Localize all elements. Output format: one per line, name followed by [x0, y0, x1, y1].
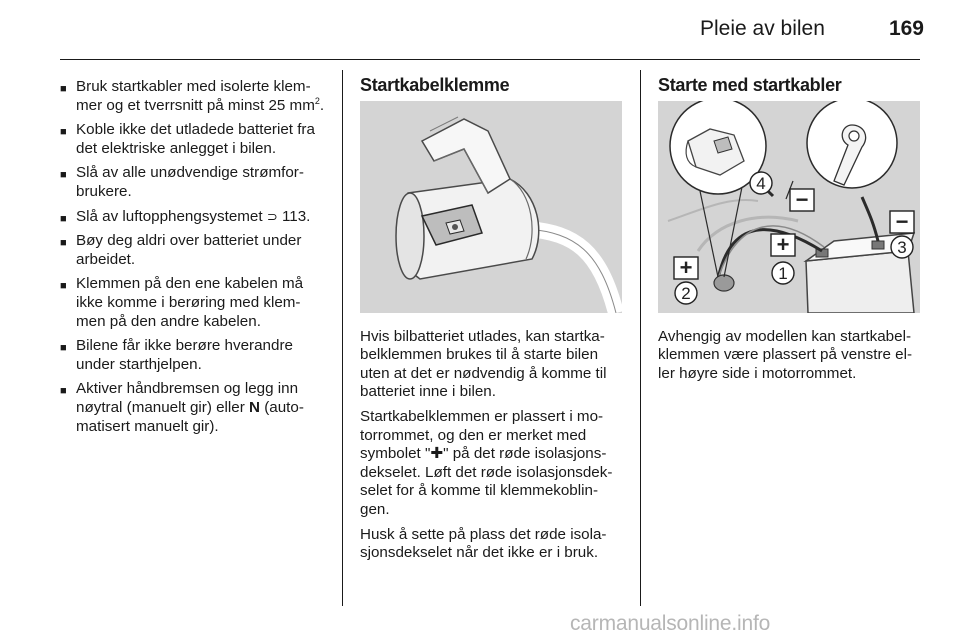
paragraph-clamp-location: Startkabelklemmen er plassert i mo- torrommet, og den er merket med symbolet "✚" på det røde isolasjons- dekselet. Løft det røde isolasjonsdek- selet for å komme til klemmekoblin- gen.: [360, 407, 613, 518]
section-heading-clamp: Startkabelklemme: [360, 75, 510, 95]
clamp-illustration: [360, 101, 622, 313]
bullet-square: ■: [60, 385, 67, 398]
svg-text:1: 1: [778, 263, 788, 283]
page-ref-link[interactable]: 113.: [277, 207, 311, 225]
minus-box-4: [790, 187, 814, 212]
bullet-square: ■: [60, 280, 67, 293]
bullet-square: ■: [60, 83, 67, 95]
bullet-square: ■: [60, 212, 67, 225]
watermark: carmanualsonline.info: [570, 612, 771, 635]
svg-text:+: +: [679, 254, 693, 280]
svg-text:−: −: [795, 186, 809, 212]
callout-1: [772, 262, 794, 284]
jump-start-drawing: [658, 101, 920, 313]
paragraph-clamp-purpose: Hvis bilbatteriet utlades, kan startka- belklemmen brukes til å starte bilen uten at det er nødvendig å komme til batteriet inne i bilen.: [360, 327, 607, 401]
minus-box-3: [890, 209, 914, 234]
list-item: ■ Slå av alle unødvendige strømfor- brukere.: [60, 164, 304, 200]
list-item: ■ Klemmen på den ene kabelen må ikke komme i berøring med klem- men på den andre kabelen.: [60, 275, 304, 330]
bullet-square: ■: [60, 342, 67, 355]
page-number: 169: [888, 17, 924, 40]
header-rule: [60, 59, 920, 60]
column-left: [60, 76, 332, 442]
svg-text:2: 2: [681, 283, 691, 303]
column-middle: [360, 76, 622, 569]
svg-text:4: 4: [756, 173, 766, 193]
svg-text:−: −: [895, 208, 909, 234]
column-right: [658, 76, 922, 389]
callout-2: [675, 282, 697, 304]
page-ref-arrow-icon[interactable]: ⊃: [266, 208, 278, 224]
plus-symbol-icon: ✚: [430, 445, 444, 463]
page-header-title: Pleie av bilen: [700, 17, 825, 40]
paragraph-clamp-side: Avhengig av modellen kan startkabel- klemmen være plassert på venstre el- ler høyre side i motorrommet.: [658, 327, 913, 382]
paragraph-replace-cover: Husk å sette på plass det røde isola- sjonsdekselet når det ikke er i bruk.: [360, 525, 607, 562]
list-item: ■ Bruk startkabler med isolerte klem- mer og et tverrsnitt på minst 25 $mm^2$.: [60, 78, 325, 114]
list-item: ■ Koble ikke det utladede batteriet fra det elektriske anlegget i bilen.: [60, 121, 315, 157]
svg-text:3: 3: [897, 237, 907, 257]
clamp-drawing: [360, 101, 622, 313]
plus-box-2: [674, 255, 698, 280]
bullet-square: ■: [60, 237, 67, 250]
column-divider-2: [640, 70, 641, 606]
list-item: ■ Bilene får ikke berøre hverandre under starthjelpen.: [60, 337, 293, 373]
list-item: ■ Bøy deg aldri over batteriet under arbeidet.: [60, 232, 302, 268]
column-divider-1: [342, 70, 343, 606]
jump-start-illustration: [658, 101, 920, 313]
list-item: ■ Slå av luftopphengsystemet ⊃ 113.: [60, 208, 332, 227]
bullet-square: ■: [60, 126, 67, 139]
callout-4: [750, 172, 772, 194]
instruction-list: [60, 78, 332, 436]
callout-3: [891, 236, 913, 258]
list-item: ■ Aktiver håndbremsen og legg inn nøytral (manuelt gir) eller N (auto- matisert manuelt gir).: [60, 380, 304, 435]
section-heading-jump-start: Starte med startkabler: [658, 75, 842, 95]
bullet-square: ■: [60, 169, 67, 182]
svg-text:+: +: [776, 231, 790, 257]
plus-box-1: [771, 232, 795, 257]
